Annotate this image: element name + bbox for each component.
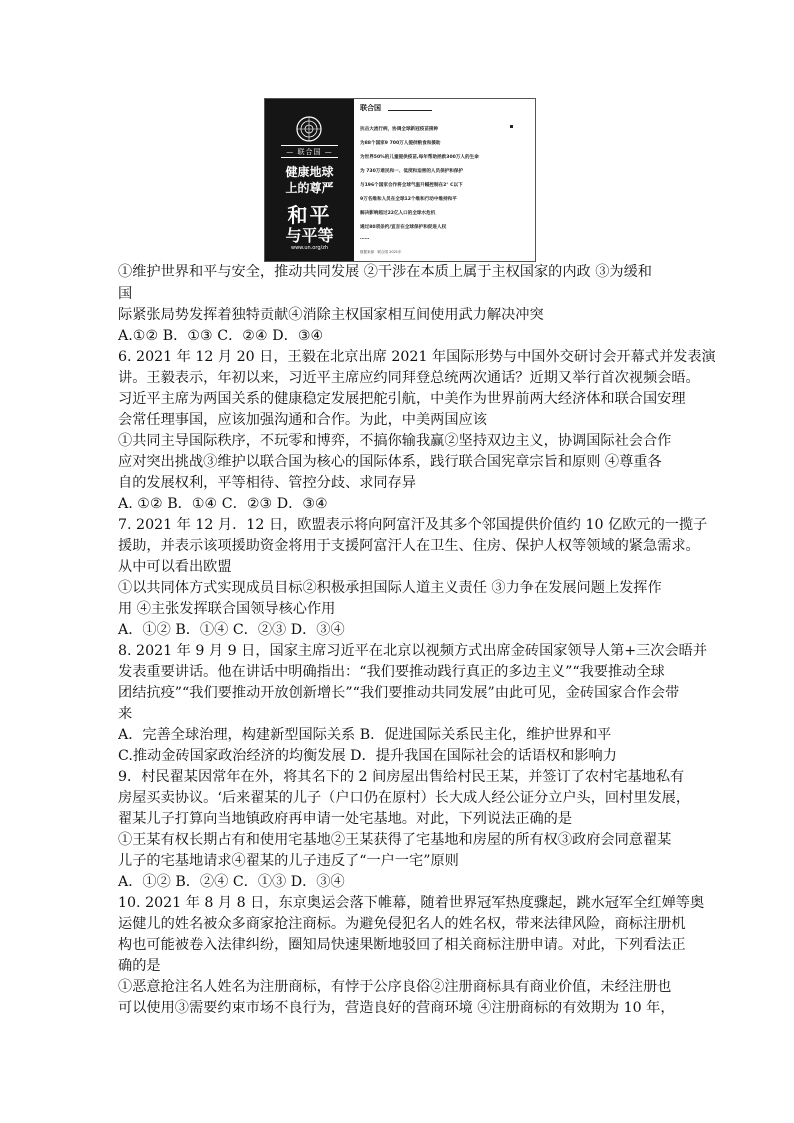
poster-item: 为世界50%的儿童提供疫苗,每年帮助拯救300万人的生命 <box>360 155 479 160</box>
un-poster-figure <box>264 98 536 262</box>
poster-divider <box>281 145 338 146</box>
text-line: 用 ④主张发挥联合国领导核心作用 <box>118 601 336 617</box>
poster-item: 为88个国家9 700万人提供粮食和援助 <box>360 141 441 146</box>
question-stem: 10. 2021 年 8 月 8 日，东京奥运会落下帷幕，随着世界冠军热度骤起，跳水冠军全红婵等奥 <box>118 895 705 911</box>
poster-text-panel <box>358 99 532 261</box>
text-line: 团结抗疫”“我们要推动开放创新增长”“我们要推动共同发展”由此可见，金砖国家合作会带 <box>118 685 680 701</box>
text-line: 确的是 <box>118 958 161 974</box>
text-line: 房屋买卖协议。‘后来翟某的儿子（户口仍在原村）长大成人经公证分立户头，回村里发展， <box>118 790 691 806</box>
poster-right-title: 联合国 <box>360 104 381 112</box>
poster-title-underline <box>388 110 432 111</box>
poster-un-label: — 联合国 — <box>286 148 333 156</box>
text-line: 会常任理事国，应该加强沟通和合作。为此，中美两国应该 <box>118 412 487 428</box>
text-line: 自的发展权利，平等相待、管控分歧、求同存异 <box>118 475 416 491</box>
text-line: 国 <box>118 286 133 302</box>
poster-item: 抗击大流行病，协调全球新冠疫苗接种 <box>360 127 439 132</box>
question-stem: 6. 2021 年 12 月 20 日，王毅在北京出席 2021 年国际形势与中国外交研讨会开幕式并发表演 <box>118 349 716 365</box>
poster-item: 9万名维和人员在全球12个维和行动中维持和平 <box>360 197 457 202</box>
text-line: 可以使用③需要约束市场不良行为，营造良好的营商环境 ④注册商标的有效期为 10 年， <box>118 1000 675 1016</box>
poster-black-panel <box>265 99 354 261</box>
poster-item: 与196个国家合作将全球气温升幅控制在2° C以下 <box>360 183 463 188</box>
answer-options: A．完善全球治理，构建新型国际关系 B．促进国际关系民主化，维护世界和平 <box>118 727 612 743</box>
poster-headline-1: 健康地球 <box>285 165 334 179</box>
question-stem: 9．村民翟某因常年在外，将其名下的 2 间房屋出售给村民王某，并签订了农村宅基地私有 <box>118 769 685 785</box>
text-line: 翟某儿子打算向当地镇政府再申请一处宅基地。对此，下列说法正确的是 <box>118 811 573 827</box>
poster-footer: 数据来源：联合国 2021年 <box>360 250 402 254</box>
poster-dot <box>510 125 513 128</box>
text-line: 际紧张局势发挥着独特贡献④消除主权国家相互间使用武力解决冲突 <box>118 307 544 323</box>
text-line: 构也可能被卷入法律纠纷，圈知局快速果断地驳回了相关商标注册申请。对此，下列看法正 <box>118 937 686 953</box>
poster-item: …… <box>360 236 370 241</box>
answer-options: C.推动金砖国家政治经济的均衡发展 D．提升我国在国际社会的话语权和影响力 <box>118 748 617 764</box>
text-line: 从中可以看出欧盟 <box>118 559 232 575</box>
text-line: ①共同主导国际秩序，不玩零和博弈，不搞你输我赢②坚持双边主义，协调国际社会合作 <box>118 433 672 449</box>
text-line: 援助，并表示该项援助资金将用于支援阿富汗人在卫生、住房、保护人权等领域的紧急需求。 <box>118 538 700 554</box>
text-line: 儿子的宅基地请求④翟某的儿子违反了“一户一宅”原则 <box>118 853 459 869</box>
text-line: 来 <box>118 706 133 722</box>
text-line: 讲。王毅表示，年初以来，习近平主席应约同拜登总统两次通话？近期又举行首次视频会晤。 <box>118 370 700 386</box>
question-stem: 8. 2021 年 9 月 9 日，国家主席习近平在北京以视频方式出席金砖国家领导人第+三次会晤并 <box>118 643 708 659</box>
poster-headline-4: 与平等 <box>285 226 334 245</box>
text-line: 运健儿的姓名被众多商家抢注商标。为避免侵犯名人的姓名权，带来法律风险，商标注册机 <box>118 916 686 932</box>
poster-url: www.un.org/zh <box>290 245 328 251</box>
answer-options: A.①② B．①③ C．②④ D．③④ <box>118 328 324 344</box>
un-emblem-icon <box>295 115 323 143</box>
poster-divider <box>281 157 338 158</box>
answer-options: A．①② B．②④ C．①③ D．③④ <box>118 874 345 890</box>
text-line: ①维护世界和平与安全，推动共同发展 ②干涉在本质上属于主权国家的内政 ③为缓和 <box>118 264 652 280</box>
poster-item: 为 730万难民和一、低度和迫害的人员保护和保护 <box>360 169 464 174</box>
answer-options: A．①② B．①④ C．②③ D．③④ <box>118 622 345 638</box>
poster-item: 解决影响超过22亿人口的全球水危机 <box>360 211 436 216</box>
poster-item: 通过80项条约/宣言在全球保护和促进人权 <box>360 225 447 230</box>
text-line: 发表重要讲话。他在讲话中明确指出：“我们要推动践行真正的多边主义”“我要推动全球 <box>118 664 665 680</box>
text-line: ①恶意抢注名人姓名为注册商标，有悖于公序良俗②注册商标具有商业价值，未经注册也 <box>118 979 672 995</box>
poster-headline-3: 和平 <box>287 203 332 227</box>
text-line: ①王某有权长期占有和使用宅基地②王某获得了宅基地和房屋的所有权③政府会同意翟某 <box>118 832 672 848</box>
text-line: 应对突出挑战③维护以联合国为核心的国际体系，践行联合国宪章宗旨和原则 ④尊重各 <box>118 454 662 470</box>
text-line: 习近平主席为两国关系的健康稳定发展把舵引航，中美作为世界前两大经济体和联合国安理 <box>118 391 686 407</box>
text-line: ①以共同体方式实现成员目标②积极承担国际人道主义责任 ③力争在发展问题上发挥作 <box>118 580 662 596</box>
poster-headline-2: 上的尊严 <box>285 181 334 195</box>
question-stem: 7. 2021 年 12 月．12 日，欧盟表示将向阿富汗及其多个邻国提供价值约 10 亿欧元的一揽子 <box>118 517 708 533</box>
answer-options: A. ①② B．①④ C．②③ D．③④ <box>118 496 328 512</box>
